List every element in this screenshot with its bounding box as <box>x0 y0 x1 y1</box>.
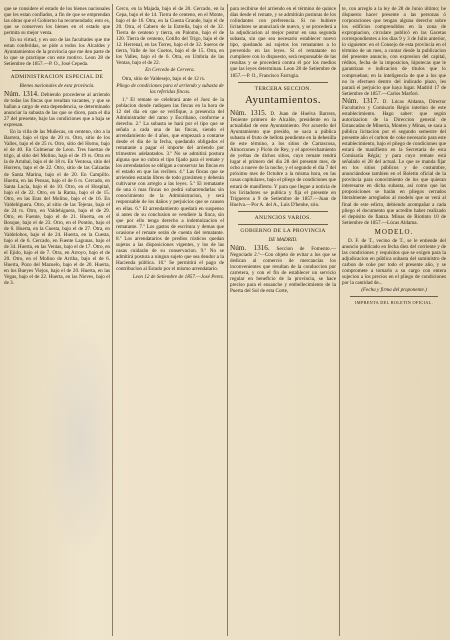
paragraph: para recibirse del arriendo en el término de quince dias desde el remate, y se admitirán posturas de los colindantes con preferencia. Si no hubiere licitadores se anunciará de nuevo, y se procederá a la adjudicacion al mejor postor en una segunda subasta, sin que sea necesario establecer nuevo tipo, quedando asi sujetos los rematantes a lo prevenido en las leyes. Si el rematante no cumpliere con lo dispuesto, será responsable de las resultas y se procederá contra él por los medios que las leyes determinan. Leon 28 de Setiembre de 1857.—P. O., Francisco Farrugia. <box>230 6 336 79</box>
paragraph: Seccion de Fomento.—Negociado 2.º—Con objeto de evitar a los que se dedican al comercio de mercancías los inconvenientes que resultan de la conduccion por carretera, y con el fin de establecer un servicio regular en beneficio de la provincia, se hace preciso para el ensanche y embellecimiento de la Puerta del Sol de esta Corte, <box>230 245 336 294</box>
paragraph: D. F. de T., vecino de T., se le entiende del anuncio publicado en fecha diez del corriente y de las condiciones y requisitos que se exigen para la adjudicacion en pública subasta del suministro de carbon de coke por todo el presente año, y se compromete a tomarlo a su cargo con entera sujecion a los precios en el pliego de condiciones por la cantidad de... <box>342 237 446 287</box>
section-subheading: DE MADRID. <box>268 236 298 243</box>
conditions-heading: Pliego de condiciones para el arriendo y subasta de las referidas fincas. <box>116 82 224 95</box>
paragraph: Debiendo procederse al arriendo de todas las fincas que resultan vacantes, y que se hallan a cargo de esta dependencia, se determinado anunciar la subasta de las que se dicen, para el dia 27 del presente, bajo las condiciones que a baja se expresan. <box>4 91 110 129</box>
column-1 <box>4 6 110 636</box>
divider <box>350 296 438 297</box>
column-4 <box>342 6 446 636</box>
column-rule <box>227 4 228 636</box>
paragraph: D. Lúcas Aldama, Director Facultativo y Comisario Régio interino de este establecimiento. Hago saber: que según autorizacion de la Direccion general de Estancadas de Minería, Montes y Minas, se saca a pública licitacion por el segundo semestre del presente año el carbon de coke necesario para este establecimiento, bajo el pliego de condiciones que estará de manifiesto en la Secretaría de esta Comisaría Régia; y para cuyo remate está señalado el 28 del actual. Lo que se manda fijar en los sitios públicos y de costumbre, anunciándose tambien en el Boletin oficial de la provincia para conocimiento de los que quieran interesarse en dicha subasta, asi como que las proposiciones se harán en pliegos cerrados literalmente arreglados al modelo que se verá al final de este edicto, debiendo acompañar a cada pliego el documento que acredite haber realizado el depósito de fianza. Minas de Riotinto 10 de Setiembre de 1857.—Lúcas Aldama. <box>342 98 446 226</box>
section-heading: ADMINISTRACION ESPECIAL DE <box>10 74 104 81</box>
notice-number: Núm. 1314. <box>4 89 39 98</box>
paragraph: te, con arreglo a la ley de 28 de Junio último; he dispuesto hacer presente a las personas ó corporaciones que tengan alguna derecho sobre los edificios comprendidos en la zona de expropiacion, circulare publicó en las Gacetas correspondientes a los dias 9 y 3 de Julio anterior, lo siguiente: en el Consejo de esta provincia en el término de un mes, a contar desde la publicacion del presente anuncio, con expresion del capital, réditos, fecha de la imposicion, hipotecas que le garantizan e indicacion de títulos que lo comprueban; en la inteligencia de que a los que no lo efectuen dentro del indicado plazo, les parará el perjuicio que haya lugar. Madrid 17 de Setiembre de 1857.—Carlos Marfori. <box>342 6 446 97</box>
paragraph: que se considere el estado de los bienes nacionales que les estan confiados, a fin de que se emprendan las obras que el Gobierno ha recomendado; esto es, que se conserven los bienes en el estado que permita su mejor venta. <box>4 6 110 37</box>
column-rule <box>112 4 113 636</box>
section-heading: GOBIERNO DE LA PROVINCIA <box>240 228 326 235</box>
property-list: Cerco, en la Majada, bajo el de 20. Cercado, en la Cepa, bajo el de 14. Tierra de centeno, en el Monte, bajo el de 16. Otra, en la Cuesta Grande, bajo el de 20. Otra, el Cabero de la Estrella, bajo el de 32. Tierra de centeno y tierra, en Palomo, bajo el de 120. Tierra de centeno, Cotillo del Trigo, bajo el de 12. Herrenal, en las Torres, bajo el de 32. Sueros de tierra, Valle de los Cuetos, bajo el de 15. Otra, en los Valles, bajo el de 6. Otra, en Umbria de las Ventas, bajo el de 22. <box>116 6 224 67</box>
notice-number: Núm. 1317. <box>342 96 379 105</box>
notice-number: Núm. 1315. <box>230 108 267 117</box>
conditions-text: 1.º El remate se celebrará ante el Juez de la poblacion donde radiquen las fincas en la hora de 12 del dia en que se verifique, a presencia del Administrador del ramo y Escribano, conforme a derecho. 2.º La subasta se hará por el tipo que se señala a cada una de las fincas, siendo el arrendamiento de 4 años, que empezará a contarse desde el dia de la fecha, quedando obligados el rematante a pagar el importe del arriendo por trimestres adelantados. 3.º No se admitirá postura alguna que no cubra el tipo fijado para el remate y los arrendatarios se obligan a conservar las fincas en el estado en que las reciben. 4.º Las fincas que se arrienden estarán libres de todo gravámen y deberán cultivarse con arreglo a las leyes. 5.º El rematante de una ó mas fincas no podrá subarrendarlas sin conocimiento de la Administracion, y será responsable de los daños y perjuicios que se causen en ellas. 6.º El arrendamiento quedará en suspenso si antes de su conclusion se vendiere la finca, sin que por ello tenga derecho a indemnizacion el rematante. 7.º Los gastos de escritura y demas que ocasione el remate serán de cuenta del rematante. 8.º Los arrendatarios de predios rústicos quedan sujetos a las disposiciones vigentes, y los de las casas cuidarán de su conservacion. 9.º No se admitirá postura a ningun sujeto que sea deudor a la Hacienda pública. 10.º Se permitirá el pago de contribucion al Estado por el mismo arrendatario. <box>116 96 224 272</box>
locality-heading: En Cercedo de Cervera. <box>145 67 195 74</box>
section-heading: ANUNCIOS VARIOS. <box>254 214 312 221</box>
column-3 <box>230 6 336 636</box>
divider <box>12 70 102 71</box>
property-list: En la villa de las Muñecas, un centeno, sito a la Barrera, bajo el tipo de 20 rs. Otro, sitio de los Valles, bajo el de 25 rs. Otro, sitio del Horno, bajo el de 40. En Colmenar de Leon. Tres huertas de trigo, al sitio del Molino, bajo el de 19 rs. Otra en la de Arrabal, bajo el de 18 rs. En Ventosa, sitio del Horrero, bajo el de 22. Otro, sitio de las Calzadas de Santa Marina, bajo el de 20. En Campillo. Huerta, en las Pensas, bajo el de 6 rs. Cercado, en Santa Lucía, bajo el de 10. Otro, en el Hospital, bajo el de 22. Otro, en la Rama, bajo el de 15. Otro, en las Eras del Molino, bajo el de 16. En Valdehiguera. Otro, al sitio de las Tejeras, bajo el de 24 rs. Otro, en Valdehiguera, bajo el de 29. Otro, en Fuente, bajo el de 21. Huerta, en el Bosque, bajo el de 23. Otro, en el Pontón, bajo el de 6. Huerta, en la Cuesta, bajo el de 27. Otra, en Valdelobos, bajo el de 24. Huerta, en la Cuesta, bajo el de 6. Cercado, en Fuente Lagunas, bajo el de 34. Huerta, en las Ventas, bajo el de 17. Otro, en el Ejido, bajo el de 7. Otra, en Arroyo, bajo el de 20. Otro, en el Molino de Arriba, bajo el de 6. Huerta, Pozo del Mazuelo, bajo el de 20. Huerta, en los Bueyes Viejos, bajo el de 20. Huerta, en las Vegas, bajo el de 22. Huerta, en las Nieves, bajo el de 3. <box>4 129 110 287</box>
model-heading: MODELO. <box>374 227 414 236</box>
paragraph: D. Juan de Huelva Barrera, Teniente primero de Alcalde, presidente en la actualidad de este Ayuntamiento. Por acuerdo del Ayuntamiento que presido, se saca a pública subasta el fruto de bellota pendiente en la dehesilla de este término, a los sitios de Carrascosa, Almorzones y Picón de Rey, y el aprovechamiento de yerbas de dichos sitios, cuyo remate tendrá lugar el primero del dia 28 del presente mes, de ocho a nueve de la noche, y el segundo el dia 7 del próximo mes de Octubre a la misma hora, en las casas capitulares, bajo el pliego de condiciones que estará de manifiesto. Y para que llegue a noticia de los licitadores se publica y fija el presente en Trigueros a 9 de Setiembre de 1857.—Juan de Huelva.—Por A. del A., Luis D'henhe, srio. <box>230 110 336 208</box>
divider <box>238 82 328 83</box>
section-title: Ayuntamientos. <box>245 93 321 106</box>
section-subheading: Bienes nacionales de esta provincia. <box>19 82 95 89</box>
divider <box>238 224 328 225</box>
signature-note: (Fecha y firma del proponente.) <box>361 287 427 294</box>
paragraph: En su virtud, y en uso de las facultades que me estan conferidas, se pide a todos los Alcaldes y Ayuntamientos de la provincia que me den parte de lo que se practique con este motivo. Leon 28 de Setiembre de 1857.—P. O., José Cepeda. <box>4 37 110 68</box>
column-2 <box>116 6 224 636</box>
section-heading: TERCERA SECCION. <box>254 85 312 92</box>
notice-number: Núm. 1316. <box>230 243 270 252</box>
paragraph: Otra, sitio de Valdesejo, bajo el de 12 rs. <box>122 75 206 82</box>
signature-line: Leon 12 de Setiembre de 1857.—José Perez. <box>132 274 224 281</box>
printer-footer: IMPRENTA DEL BOLETIN OFICIAL. <box>355 300 433 306</box>
column-rule <box>339 4 340 636</box>
divider <box>238 211 328 212</box>
